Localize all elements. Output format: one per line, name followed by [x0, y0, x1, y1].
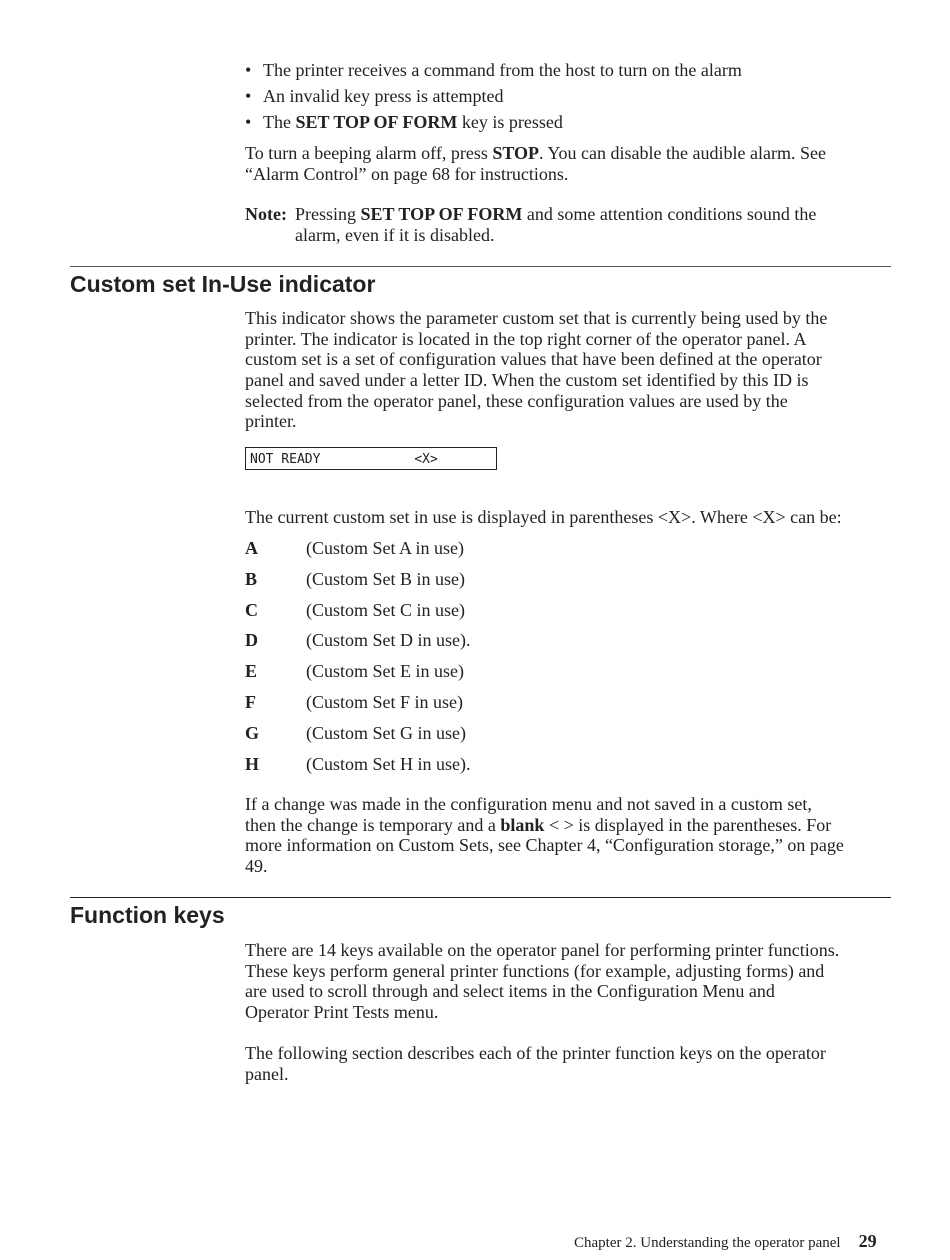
text-line — [245, 1043, 905, 1064]
text-run: An invalid key press is attempted — [263, 86, 504, 106]
text-line — [245, 815, 905, 836]
text-run: To turn a beeping alarm off, press — [245, 143, 493, 163]
text-line — [245, 370, 905, 391]
text-run: and some attention conditions sound the — [522, 204, 817, 224]
text-line — [295, 225, 905, 246]
custom-set-key: D — [245, 630, 258, 651]
function-keys-paragraph — [245, 940, 905, 1023]
bullet-item — [245, 86, 503, 106]
text-line — [245, 1064, 905, 1085]
function-keys-followup — [245, 1043, 905, 1084]
text-line — [245, 391, 905, 412]
custom-set-description: (Custom Set C in use) — [306, 599, 466, 620]
custom-set-description — [245, 308, 905, 432]
bullet-glyph: • — [245, 60, 252, 80]
custom-set-key: C — [245, 599, 258, 620]
text-run: custom set is a set of configuration values that have been defined at the operator — [245, 349, 822, 370]
custom-set-description: (Custom Set H in use). — [306, 753, 471, 774]
text-line — [245, 308, 905, 329]
custom-set-item — [245, 569, 465, 589]
custom-set-item — [245, 692, 463, 712]
text-line — [245, 961, 905, 982]
custom-set-key: B — [245, 568, 258, 589]
bold-text: SET TOP OF FORM — [295, 112, 458, 132]
footer-chapter: Chapter 2. Understanding the operator panel — [574, 1235, 841, 1251]
text-line — [245, 143, 905, 164]
custom-set-item — [245, 630, 471, 650]
text-line — [245, 981, 905, 1002]
custom-set-description: (Custom Set E in use) — [306, 661, 464, 682]
custom-set-description: (Custom Set D in use). — [306, 630, 471, 651]
text-run: alarm, even if it is disabled. — [295, 224, 495, 245]
custom-set-key: G — [245, 722, 260, 743]
bullet-text — [263, 112, 563, 132]
text-run: panel. — [245, 1063, 289, 1084]
text-line — [245, 349, 905, 370]
text-line — [245, 835, 905, 856]
text-run: There are 14 keys available on the operator panel for performing printer functions. — [245, 940, 840, 960]
text-line — [245, 940, 905, 961]
text-run: “Alarm Control” on page 68 for instructions. — [245, 163, 569, 184]
text-run: 49. — [245, 856, 268, 877]
custom-set-description: (Custom Set F in use) — [306, 692, 464, 712]
text-run: If a change was made in the configuration menu and not saved in a custom set, — [245, 794, 812, 814]
bullet-item — [245, 112, 563, 132]
text-run: key is pressed — [457, 112, 563, 132]
custom-set-item — [245, 661, 464, 681]
text-line — [245, 1002, 905, 1023]
text-run: The current custom set in use is displayed in parentheses <X>. Where <X> can be: — [245, 507, 842, 527]
text-run: printer. The indicator is located in the top right corner of the operator panel. A — [245, 328, 807, 349]
operator-panel-display: NOT READY <X> — [245, 447, 497, 470]
bullet-text — [263, 60, 742, 80]
section-divider — [70, 266, 891, 267]
text-run: more information on Custom Sets, see Chapter 4, “Configuration storage,” on page — [245, 835, 844, 856]
section-heading-custom-set: Custom set In-Use indicator — [70, 271, 376, 297]
text-run: < > is displayed in the parentheses. For — [544, 814, 832, 835]
bold-text: STOP — [492, 143, 540, 163]
text-line — [245, 164, 905, 185]
text-line — [245, 794, 905, 815]
bullet-glyph: • — [245, 86, 252, 106]
custom-set-key: F — [245, 692, 256, 712]
bold-text: blank — [500, 814, 545, 835]
custom-set-description: (Custom Set A in use) — [306, 538, 465, 558]
bullet-glyph: • — [245, 112, 252, 132]
note-label: Note: — [245, 204, 287, 224]
text-run: The — [263, 112, 296, 132]
bullet-text — [263, 86, 503, 106]
text-run: These keys perform general printer functions (for example, adjusting forms) and — [245, 960, 825, 981]
bold-text: SET TOP OF FORM — [360, 204, 523, 224]
custom-set-key: E — [245, 661, 258, 682]
section-divider — [70, 897, 891, 898]
text-run: panel and saved under a letter ID. When the custom set identified by this ID is — [245, 370, 809, 391]
text-line — [245, 411, 905, 432]
text-run: This indicator shows the parameter custom set that is currently being used by the — [245, 308, 828, 328]
text-run: are used to scroll through and select items in the Configuration Menu and — [245, 981, 775, 1002]
custom-set-description: (Custom Set G in use) — [306, 722, 466, 743]
text-run: selected from the operator panel, these configuration values are used by the — [245, 390, 788, 411]
text-line — [245, 507, 905, 528]
text-run: . You can disable the audible alarm. See — [539, 143, 826, 163]
text-run: The printer receives a command from the host to turn on the alarm — [263, 60, 742, 80]
custom-set-item — [245, 538, 464, 558]
custom-set-item — [245, 723, 466, 743]
alarm-paragraph — [245, 143, 905, 184]
custom-set-key: A — [245, 538, 258, 558]
text-run: printer. — [245, 411, 297, 432]
note-text — [295, 204, 905, 245]
text-run: then the change is temporary and a — [245, 814, 501, 835]
section-heading-function-keys: Function keys — [70, 902, 225, 928]
custom-set-item — [245, 754, 471, 774]
note — [245, 204, 905, 245]
custom-set-item — [245, 600, 465, 620]
custom-set-intro — [245, 507, 905, 528]
text-run: The following section describes each of the printer function keys on the operator — [245, 1043, 826, 1063]
page-footer — [574, 1231, 877, 1252]
page-number: 29 — [858, 1231, 877, 1251]
bullet-item — [245, 60, 742, 80]
temporary-change-paragraph — [245, 794, 905, 877]
text-line — [245, 329, 905, 350]
custom-set-description: (Custom Set B in use) — [306, 568, 466, 589]
text-line — [295, 204, 905, 225]
text-run: Pressing — [295, 204, 361, 224]
text-line — [245, 856, 905, 877]
custom-set-key: H — [245, 753, 260, 774]
text-run: Operator Print Tests menu. — [245, 1002, 439, 1023]
